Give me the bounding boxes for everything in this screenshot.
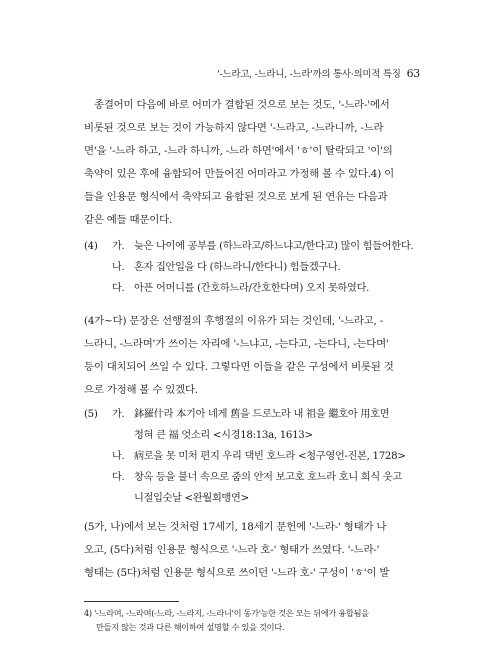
paragraph-line: 같은 예들 때문이다. [84, 214, 173, 226]
paragraph-line: (5가, 나)에서 보는 것처럼 17세기, 18세기 문헌에 '-느라-' 형태가 나 [84, 521, 387, 533]
paragraph-line: 축약이 있은 후에 융합되어 만들어진 어미라고 가정해 볼 수 있다.4) 이 [84, 168, 395, 180]
running-header [200, 66, 420, 80]
example-text: 아픈 어머니를 (간호하느라/간호한다며) 오지 못하였다. [134, 283, 370, 294]
paragraph-line: 면'을 '-느라 하고, -느라 하니까, -느라 하면'에서 'ㅎ'이 탈락되고 '이'의 [84, 145, 393, 157]
footnote [84, 606, 424, 634]
paragraph-line: 들을 인용문 형식에서 축약되고 융합된 것으로 보게 된 연유는 다음과 [84, 191, 388, 203]
paragraph-line: 으로 가정해 볼 수 있겠다. [84, 384, 198, 396]
example-label: 나. [112, 451, 125, 462]
paragraph-line: 등이 대치되어 쓰일 수 있다. 그렇다면 이들을 같은 구성에서 비롯된 것 [84, 361, 394, 373]
example-text: 鉢羅什라 本기아 네게 舊을 드로노라 내 祖을 繼호아 用호면 [134, 409, 390, 420]
example-label: 나. [112, 262, 125, 273]
example-label: 가. [112, 409, 125, 420]
example-text: 病로을 못 미처 편지 우리 댁빈 호느라 <청구영언-진본, 1728> [134, 451, 406, 462]
example-item [84, 404, 424, 425]
paragraph-line: 비롯된 것으로 보는 것이 가능하지 않다면 '-느라고, -느라니까, -느라 [84, 122, 384, 134]
example-continuation: 니절입숫날 <완월회맹연> [134, 493, 249, 504]
example-number: (4) [84, 241, 98, 252]
example-4 [84, 236, 424, 299]
paragraph-1 [84, 94, 414, 232]
paragraph-line: 오고, (5다)처럼 인용문 형식으로 '-느라 호-' 형태가 쓰였다. '-느라-' [84, 544, 380, 556]
footnote-divider [84, 601, 179, 602]
footnote-line: 만들지 않는 것과 다른 해이하여 설명할 수 있을 것이다. [96, 622, 285, 632]
example-item [84, 467, 424, 488]
example-label: 다. [112, 472, 125, 483]
example-text: 창옥 등을 불너 속으로 줌의 안저 보고호 호느라 호니 희식 웃고 [134, 472, 402, 483]
paragraph-3 [84, 516, 414, 585]
paragraph-2 [84, 310, 414, 402]
paragraph-line: 느라니, -느라며'가 쓰이는 자리에 '-느냐고, -는다고, -는다니, -는다며' [84, 338, 389, 350]
example-item [84, 446, 424, 467]
example-item [84, 278, 424, 299]
paragraph-line: 형태는 (5다)처럼 인용문 형식으로 쓰이던 '-느라 호-' 구성이 'ㅎ'이 발 [84, 567, 390, 579]
page-number: 63 [406, 67, 420, 80]
example-number: (5) [84, 409, 98, 420]
paragraph-line: (4가~다) 문장은 선행절의 후행절의 이유가 되는 것인데, '-느라고, - [84, 315, 384, 327]
example-continuation: 청혀 큰 福 엇소리 <시경18:13a, 1613> [134, 430, 313, 441]
paragraph-line: 종결어미 다음에 바로 어미가 결합된 것으로 보는 것도, '-느라-'에서 [94, 99, 390, 111]
example-label: 가. [112, 241, 125, 252]
example-5 [84, 404, 424, 509]
example-text: 혼자 집안일을 다 (하느라니/한다니) 힘들겠구나. [134, 262, 341, 273]
example-label: 다. [112, 283, 125, 294]
example-text: 늦은 나이에 공부를 (하느라고/하느냐고/한다고) 많이 힘들어한다. [134, 241, 414, 252]
example-item [84, 257, 424, 278]
example-item [84, 236, 424, 257]
footnote-line: 4) '-느라며, -느라며(-느라, -느라지, -느라니'이 동가'능한 것은 모는 뒤에가 융합됨을 [84, 608, 369, 618]
running-title: '-느라고, -느라니, -느라'까의 통사·의미적 특징 [217, 69, 401, 80]
